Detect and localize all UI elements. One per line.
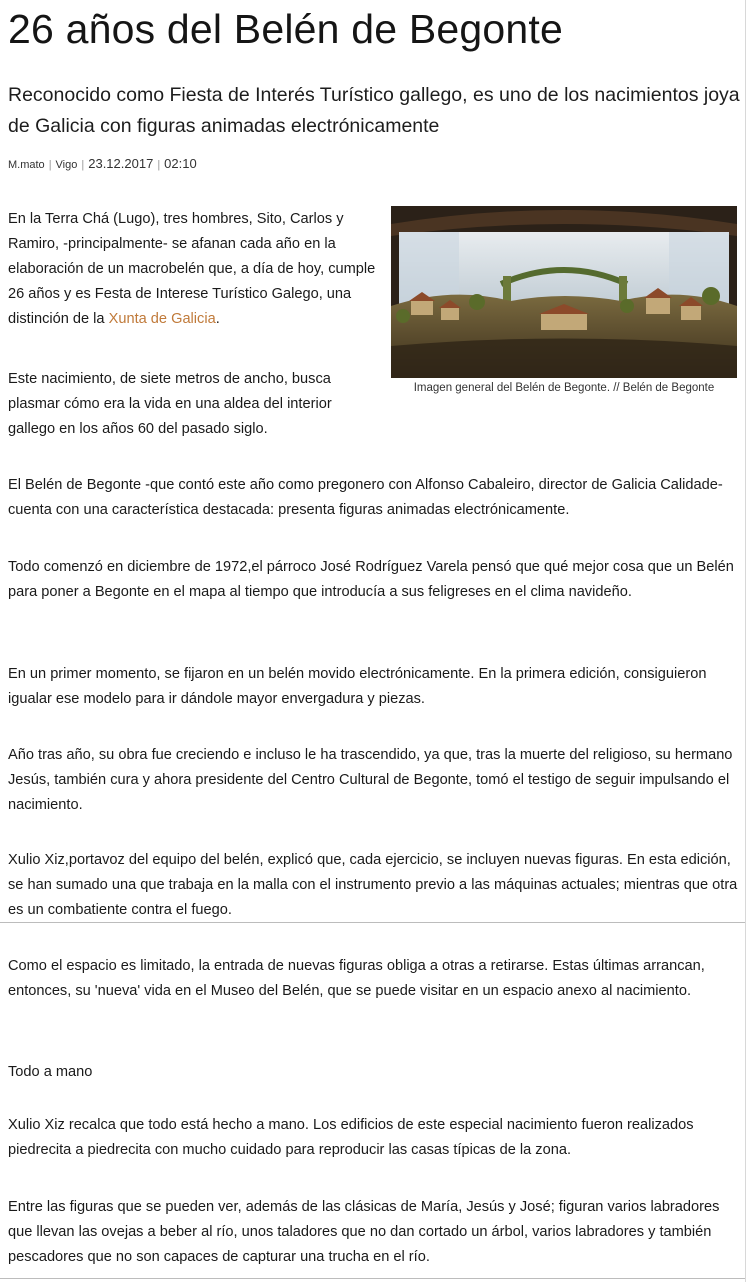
paragraph-4: Todo comenzó en diciembre de 1972,el párroco José Rodríguez Varela pensó que qué mejor cosa que un Belén para poner a Begonte en el mapa al tiempo que introducía a sus feligreses en el clima navideño. [8,559,734,600]
section-heading: Todo a mano [8,1064,93,1080]
separator: | [81,159,85,171]
paragraph-1-end: . [215,311,220,327]
article-subtitle: Reconocido como Fiesta de Interés Turístico gallego, es uno de los nacimientos joya de Galicia con figuras animadas electrónicamente [8,84,740,137]
belen-photo[interactable] [391,206,737,378]
paragraph-1-text: En la Terra Chá (Lugo), tres hombres, Sito, Carlos y Ramiro, -principalmente- se afanan cada año en la elaboración de un macrobelén que, a día de hoy, cumple 26 años y es Festa de Interese Turístico Galego, una distinción de la [8,211,376,327]
nativity-scene-image [391,206,737,378]
separator: | [157,159,161,171]
image-caption: Imagen general del Belén de Begonte. // Belén de Begonte [413,382,715,394]
paragraph-8: Como el espacio es limitado, la entrada de nuevas figuras obliga a otras a retirarse. Estas últimas arrancan, entonces, su 'nueva' vida en el Museo del Belén, que se puede visitar en un espacio anexo al nacimiento. [8,958,705,999]
paragraph-10: Entre las figuras que se pueden ver, además de las clásicas de María, Jesús y José; figuran varios labradores que llevan las ovejas a beber al río, unos taladores que no dan cortado un árbol, varios labradores y también pescadores que no son capaces de capturar una trucha en el río. [8,1199,720,1265]
page-divider [0,922,745,923]
byline [8,156,197,171]
paragraph-5: En un primer momento, se fijaron en un belén movido electrónicamente. En la primera edición, consiguieron igualar ese modelo para ir dándole mayor envergadura y piezas. [8,666,707,707]
paragraph-6: Año tras año, su obra fue creciendo e incluso le ha trascendido, ya que, tras la muerte del religioso, su hermano Jesús, también cura y ahora presidente del Centro Cultural de Begonte, tomó el testigo de seguir impulsando el nacimiento. [8,747,733,813]
right-border [745,0,746,1282]
publish-time: 02:10 [164,156,197,171]
location: Vigo [55,159,78,171]
paragraph-7: Xulio Xiz,portavoz del equipo del belén, explicó que, cada ejercicio, se incluyen nuevas figuras. En esta edición, se han sumado una que trabaja en la malla con el instrumento previo a las máquinas actuales; mientras que otra es un combatiente contra el fuego. [8,852,738,918]
publish-date: 23.12.2017 [88,156,154,171]
paragraph-2: Este nacimiento, de siete metros de ancho, busca plasmar cómo era la vida en una aldea del interior gallego en los años 60 del pasado siglo. [8,371,332,437]
paragraph-9: Xulio Xiz recalca que todo está hecho a mano. Los edificios de este especial nacimiento fueron realizados piedrecita a piedrecita con mucho cuidado para reproducir las casas típicas de la zona. [8,1117,694,1158]
paragraph-1 [8,207,380,332]
paragraph-3: El Belén de Begonte -que contó este año como pregonero con Alfonso Cabaleiro, director de Galicia Calidade- cuenta con una característica destacada: presenta figuras animadas electrónicamente. [8,477,723,518]
bottom-divider [0,1278,745,1279]
article-title: 26 años del Belén de Begonte [8,6,563,52]
separator: | [48,159,52,171]
author[interactable]: M.mato [8,159,45,171]
xunta-link[interactable]: Xunta de Galicia [108,311,216,327]
